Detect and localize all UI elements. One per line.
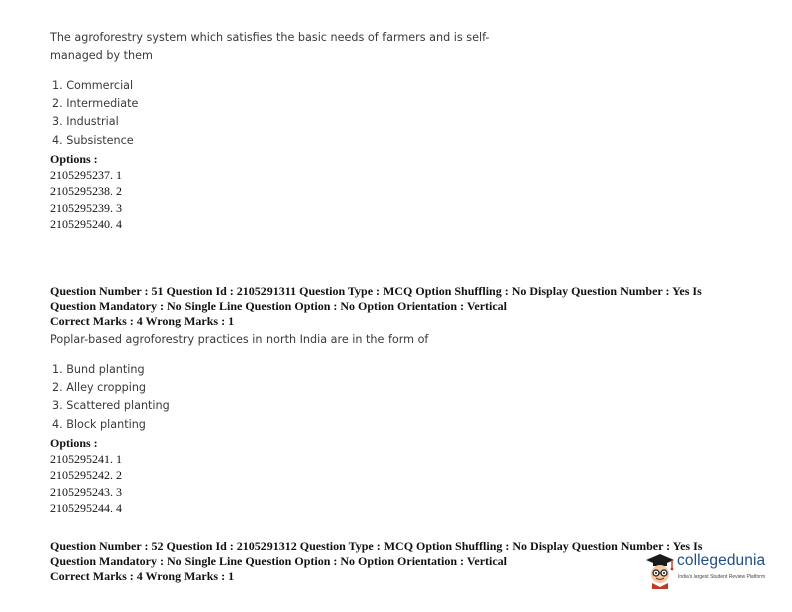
choice-item: 1. Commercial: [52, 79, 134, 92]
question-1: [50, 29, 750, 233]
options-heading: Options :: [50, 151, 98, 166]
option-id: 2105295243. 3: [50, 484, 122, 499]
question-meta-line: Question Mandatory : No Single Line Question Option : No Option Orientation : Vertical: [50, 299, 508, 313]
options-heading: Options :: [50, 435, 98, 450]
option-id: 2105295237. 1: [50, 167, 122, 182]
option-id-list: [50, 451, 730, 517]
option-id: 2105295240. 4: [50, 217, 122, 232]
choice-item: 3. Scattered planting: [52, 399, 170, 413]
choice-list: [52, 77, 750, 150]
choice-item: 2. Intermediate: [52, 97, 139, 111]
question-51: [50, 284, 730, 517]
option-id: 2105295244. 4: [50, 501, 122, 516]
logo-tagline: India's largest Student Review Platform: [678, 574, 766, 580]
student-mascot-icon: [644, 551, 676, 591]
question-meta-line: Question Mandatory : No Single Line Question Option : No Option Orientation : Vertical: [50, 554, 508, 568]
question-text: The agroforestry system which satisfies the basic needs of farmers and is self-managed by them: [50, 31, 490, 62]
choice-item: 4. Subsistence: [52, 133, 134, 147]
choice-item: 4. Block planting: [52, 417, 146, 431]
logo-wordmark: collegedunia: [677, 552, 766, 569]
marks-line: Correct Marks : 4 Wrong Marks : 1: [50, 569, 235, 583]
choice-item: 2. Alley cropping: [52, 381, 147, 395]
option-id: 2105295239. 3: [50, 200, 122, 215]
question-meta-line: Question Number : 52 Question Id : 2105291312 Question Type : MCQ Option Shuffling : No Display Question Number : Yes Is: [50, 539, 703, 553]
choice-item: 1. Bund planting: [52, 363, 145, 376]
choice-item: 3. Industrial: [52, 115, 119, 129]
question-text: Poplar-based agroforestry practices in north India are in the form of: [50, 333, 429, 346]
option-id: 2105295241. 1: [50, 451, 122, 466]
choice-list: [52, 361, 730, 434]
option-id: 2105295238. 2: [50, 184, 122, 199]
marks-line: Correct Marks : 4 Wrong Marks : 1: [50, 314, 235, 328]
question-meta: [50, 284, 730, 329]
option-id: 2105295242. 2: [50, 468, 122, 483]
option-id-list: [50, 167, 750, 233]
question-meta-line: Question Number : 51 Question Id : 2105291311 Question Type : MCQ Option Shuffling : No Display Question Number : Yes Is: [50, 284, 702, 298]
question-52: [50, 539, 730, 584]
question-meta: [50, 539, 730, 584]
collegedunia-logo: [644, 549, 780, 593]
